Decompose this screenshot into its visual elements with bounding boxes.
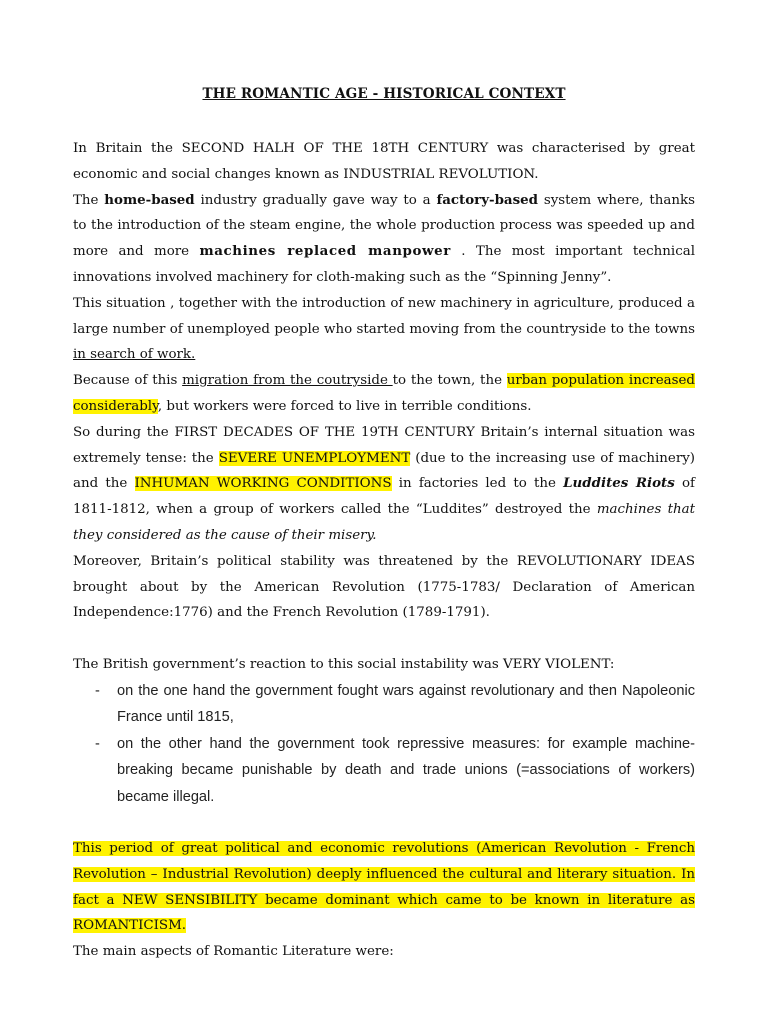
list-item-text: on the other hand the government took repressive measures: for example machine-breaking became punishable by death and trade unions (=associations of workers) became illegal. xyxy=(117,735,695,805)
text-span: Moreover, Britain’s political stability was threatened by the REVOLUTIONARY IDEAS brought about by the American Revolution (1775-1783/ Declaration of American Independence:1776) and the French Revolution (1789-1791). xyxy=(73,553,695,621)
text-span: to the town, the xyxy=(392,373,507,389)
paragraph-spacer xyxy=(73,810,695,836)
document-body xyxy=(73,136,695,965)
underlined-text: in search of work. xyxy=(73,347,196,363)
text-span: This situation , together with the introduction of new machinery in agriculture, produced a large number of unemployed people who started moving from the countryside to the towns xyxy=(73,295,695,337)
bold-term: machines replaced manpower xyxy=(199,243,451,260)
text-span: , but workers were forced to live in terrible conditions. xyxy=(157,398,532,414)
text-span: (due to the increasing use of machinery) and the xyxy=(73,450,696,492)
text-span: The main aspects of Romantic Literature were: xyxy=(73,944,394,960)
paragraph-luddites xyxy=(73,420,695,549)
paragraph-industry xyxy=(73,188,695,291)
text-span: Because of this xyxy=(73,373,183,389)
list-item xyxy=(73,678,695,731)
paragraph-migration xyxy=(73,368,695,420)
highlighted-text: This period of great political and economic revolutions (American Revolution - French Revolution – Industrial Revolution) deeply influenced the cultural and literary situation. In fact a NEW SENSIBILITY became dominant which came to be known in literature as ROMANTICISM. xyxy=(73,841,695,934)
paragraph-intro xyxy=(73,136,695,188)
bold-term: factory-based xyxy=(436,191,539,208)
paragraph-revolutionary-ideas xyxy=(73,549,695,626)
highlighted-text: SEVERE UNEMPLOYMENT xyxy=(218,450,411,466)
italic-text: machines that they considered as the cause of their misery. xyxy=(73,502,695,543)
text-span: system where, thanks to the introduction of the steam engine, the whole production process was speeded up and more and more xyxy=(73,192,695,260)
text-span: The xyxy=(73,192,105,208)
paragraph-government-reaction xyxy=(73,652,695,678)
text-span: in factories led to the xyxy=(391,476,564,492)
text-span: . The most important technical innovations involved machinery for cloth-making such as the “Spinning Jenny”. xyxy=(73,244,695,285)
highlighted-text: INHUMAN WORKING CONDITIONS xyxy=(134,476,392,492)
list-dash: - xyxy=(95,682,100,699)
list-item-text: on the one hand the government fought wars against revolutionary and then Napoleonic France until 1815, xyxy=(117,682,695,726)
paragraph-spacer xyxy=(73,626,695,652)
text-span: industry gradually gave way to a xyxy=(194,192,437,208)
paragraph-situation xyxy=(73,291,695,368)
underlined-text: migration from the coutryside xyxy=(182,373,393,389)
text-span: of 1811-1812, when a group of workers called the “Luddites” destroyed the xyxy=(73,476,696,518)
text-span: So during the FIRST DECADES OF THE 19TH CENTURY Britain’s internal situation was extremely tense: the xyxy=(73,424,695,466)
text-span: The British government’s reaction to this social instability was VERY VIOLENT: xyxy=(73,656,615,672)
text-span: In Britain the SECOND HALH OF THE 18TH CENTURY was characterised by great economic and social changes known as INDUSTRIAL REVOLUTION. xyxy=(73,141,695,182)
bold-term: home-based xyxy=(104,191,195,208)
paragraph-main-aspects xyxy=(73,939,695,965)
page-title: THE ROMANTIC AGE - HISTORICAL CONTEXT xyxy=(202,86,566,102)
bold-italic-term: Luddites Riots xyxy=(563,475,675,492)
list-dash: - xyxy=(95,735,100,752)
highlighted-text: urban population increased considerably xyxy=(73,373,695,414)
reaction-list xyxy=(73,678,695,811)
list-item xyxy=(73,731,695,811)
paragraph-romanticism xyxy=(73,836,695,939)
